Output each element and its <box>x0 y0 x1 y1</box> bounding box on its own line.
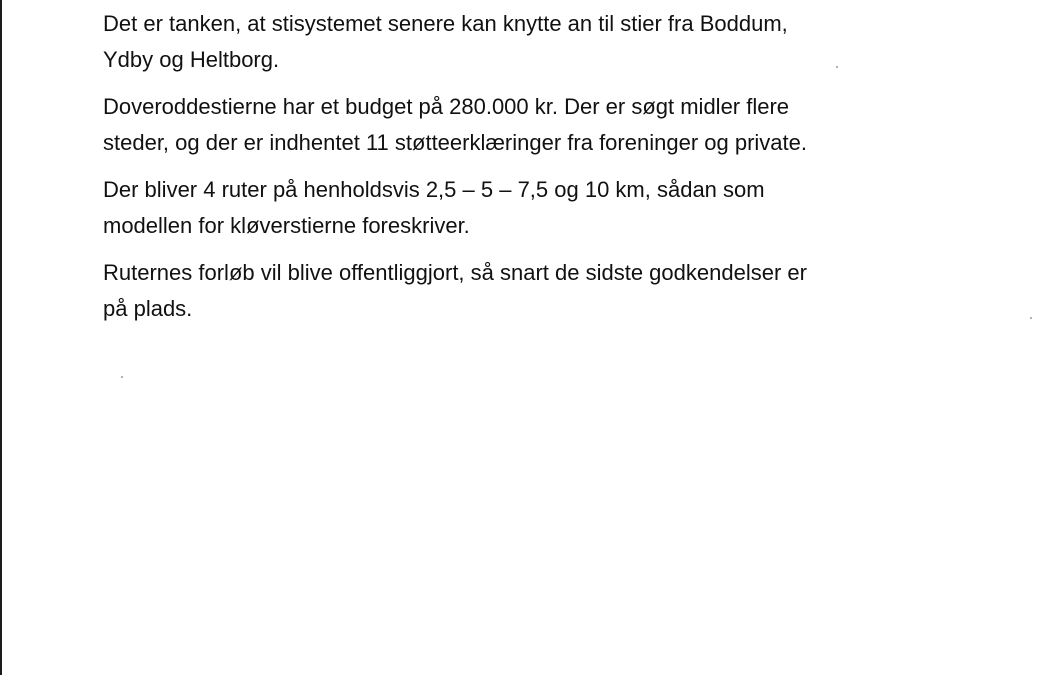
scan-speck <box>121 376 123 378</box>
body-text <box>103 6 1003 338</box>
paragraph-budget: Doveroddestierne har et budget på 280.000 kr. Der er søgt midler flere steder, og der er indhentet 11 støtteerklæringer fra foreninger og private. <box>103 94 807 155</box>
paragraph-connection: Det er tanken, at stisystemet senere kan knytte an til stier fra Boddum, Ydby og Heltborg. <box>103 11 788 72</box>
paragraph-publication: Ruternes forløb vil blive offentliggjort, så snart de sidste godkendelser er på plads. <box>103 260 807 321</box>
scan-left-edge <box>0 0 2 675</box>
scan-speck <box>836 66 838 68</box>
paragraph-routes: Der bliver 4 ruter på henholdsvis 2,5 – 5 – 7,5 og 10 km, sådan som modellen for kløverstierne foreskriver. <box>103 177 765 238</box>
scan-speck <box>1030 317 1032 319</box>
